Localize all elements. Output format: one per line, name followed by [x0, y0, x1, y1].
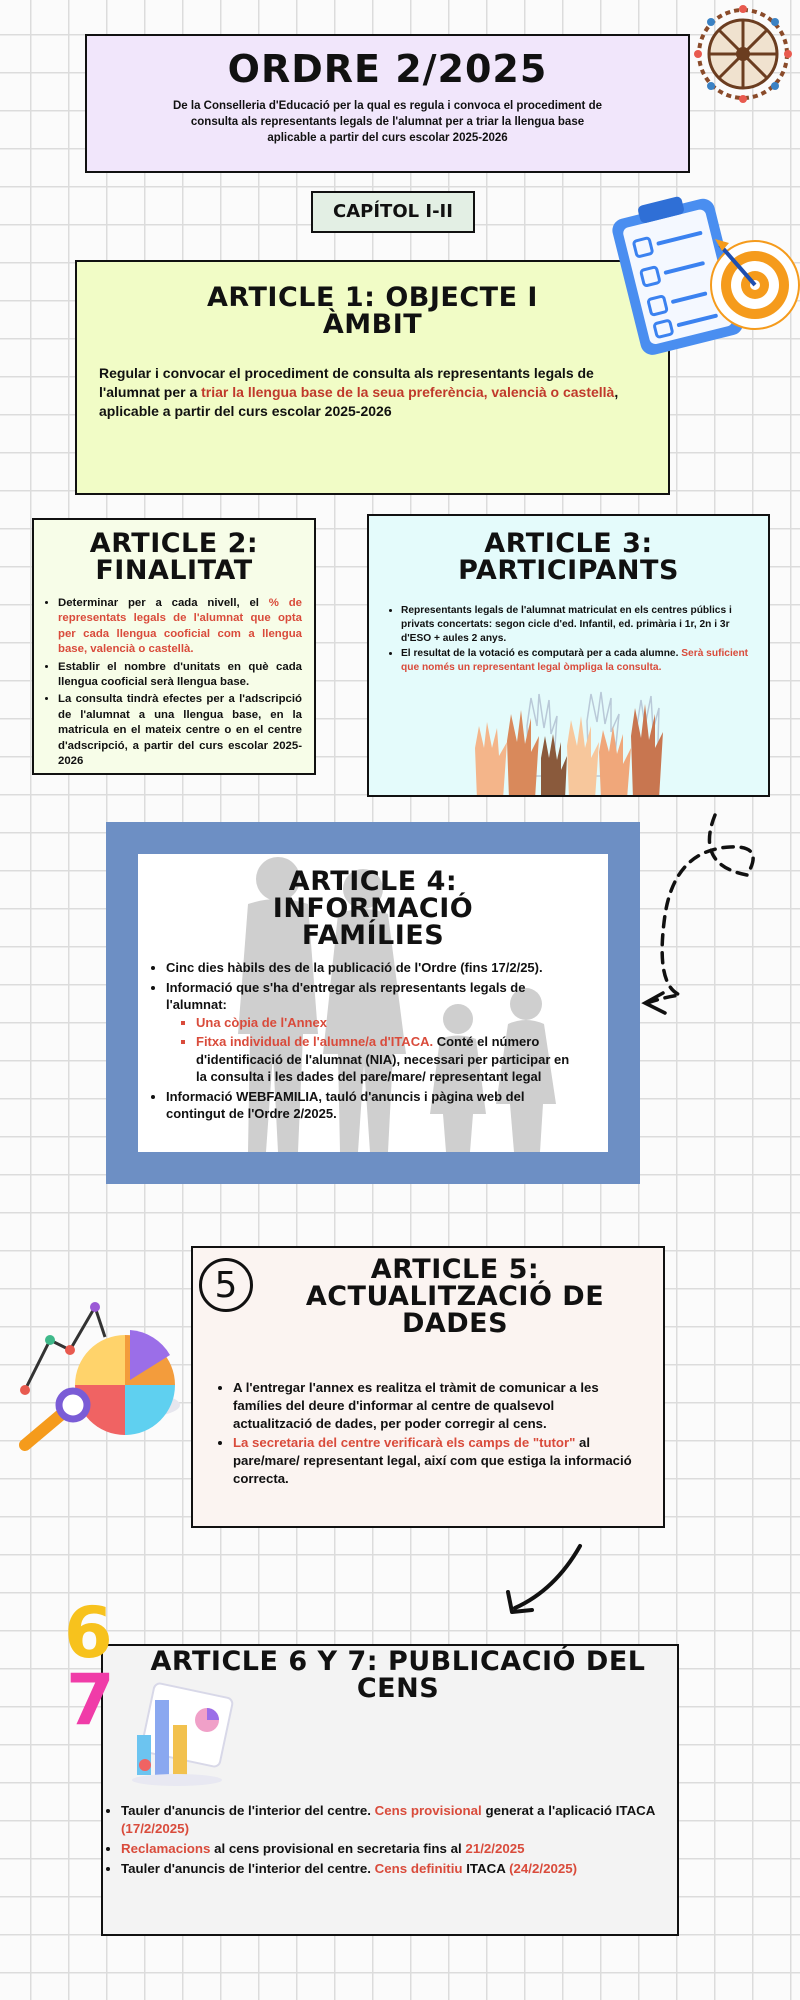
article-7-number: 7 — [66, 1659, 115, 1741]
article-67-list — [103, 1802, 657, 1880]
article-3-box — [367, 514, 770, 797]
article-3-title: ARTICLE 3: PARTICIPANTS — [458, 528, 679, 586]
article-4-title: ARTICLE 4: INFORMACIÓ FAMÍLIES — [272, 866, 474, 951]
list-item: ▪ Una còpia de l'Annex — [196, 1014, 578, 1032]
list-item: • Tauler d'anuncis de l'interior del centre. Cens definitiu ITACA (24/2/2025) — [121, 1860, 657, 1878]
article-5-list — [215, 1379, 633, 1488]
article-5-box — [191, 1246, 665, 1528]
article-5-title: ARTICLE 5: ACTUALITZACIÓ DE DADES — [305, 1254, 605, 1339]
curved-arrow-icon — [500, 1540, 590, 1620]
list-item: • Determinar per a cada nivell, el % de representats legals de l'alumnat que opta per cada llengua cooficial com a llengua base, valencià o castellà. — [58, 596, 302, 658]
article-2-box — [32, 518, 316, 775]
dashed-arrow-icon — [635, 805, 765, 1020]
list-item: • La secretaria del centre verificarà els camps de "tutor" al pare/mare/ representant legal, així com que estiga la informació correcta. — [233, 1434, 633, 1487]
raised-hands-illustration — [469, 686, 689, 797]
article-67-box — [101, 1644, 679, 1936]
list-item: • La consulta tindrà efectes per a l'adscripció de l'alumnat a una llengua base, en la matricula en el mateix centre o en el centre d'adscripció, a partir del curs escolar 2025-2026 — [58, 692, 302, 769]
list-item: • Informació WEBFAMILIA, tauló d'anuncis i pàgina web del contingut de l'Ordre 2/2025. — [166, 1088, 578, 1123]
list-item: • Cinc dies hàbils des de la publicació de l'Ordre (fins 17/2/25). — [166, 959, 578, 977]
article-5-number: 5 — [214, 1265, 238, 1306]
pie-chart-icon — [5, 1295, 185, 1465]
article-5-number-badge — [199, 1258, 253, 1312]
list-item: • A l'entregar l'annex es realitza el tràmit de comunicar a les famílies del deure d'informar al centre de qualsevol actualització de dades, per poder corregir al cens. — [233, 1379, 633, 1432]
bar-chart-icon — [117, 1680, 237, 1790]
list-item: ▪ Fitxa individual de l'alumne/a d'ITACA. Conté el número d'identificació de l'alumnat (NIA), necessari per participar en la consulta i les dades del pare/mare/ representant legal — [196, 1033, 578, 1086]
header-box — [85, 34, 690, 173]
article-4-sublist — [166, 1014, 578, 1086]
page-subtitle: De la Conselleria d'Educació per la qual es regula i convoca el procediment de consulta als representants legals de l'alumnat per a triar la llengua base aplicable a partir del curs escolar 2025-2026 — [172, 100, 602, 145]
article-3-list — [383, 604, 750, 675]
article-4-inner — [138, 854, 608, 1152]
wheel-icon — [693, 4, 793, 104]
chapter-label — [311, 191, 475, 233]
list-item: • Establir el nombre d'unitats en què cada llengua cooficial serà llengua base. — [58, 660, 302, 691]
list-item: • Tauler d'anuncis de l'interior del centre. Cens provisional generat a l'aplicació ITACA (17/2/2025) — [121, 1802, 657, 1838]
list-item: • El resultat de la votació es computarà per a cada alumne. Serà suficient que només un representant legal òmpliga la consulta. — [401, 647, 750, 675]
article-1-title: ARTICLE 1: OBJECTE I ÀMBIT — [207, 282, 538, 340]
article-4-list — [148, 959, 578, 1123]
article-6-number: 6 — [64, 1592, 113, 1674]
chapter-text: CAPÍTOL I-II — [333, 201, 453, 222]
list-item: • Representants legals de l'alumnat matriculat en els centres públics i privats concertats: segon cicle d'ed. Infantil, ed. primària i 1r, 2n i 3r d'ESO + aules 2 anys. — [401, 604, 750, 645]
article-4-frame — [106, 822, 640, 1184]
article-2-list — [40, 596, 302, 769]
checklist-target-icon — [605, 185, 800, 365]
list-item: • Informació que s'ha d'entregar als representants legals de l'alumnat: ▪ Una còpia de l'Annex ▪ Fitxa individual de l'alumne/a d'ITACA. Conté el número d'identificació de l'alumnat (NIA), necessari per participar en la consulta i les dades del pare/mare/ representant legal — [166, 979, 578, 1086]
list-item: • Reclamacions al cens provisional en secretaria fins al 21/2/2025 — [121, 1840, 657, 1858]
page-title: ORDRE 2/2025 — [227, 47, 548, 91]
article-1-box — [75, 260, 670, 495]
article-2-title: ARTICLE 2: FINALITAT — [89, 528, 259, 586]
article-1-text: Regular i convocar el procediment de consulta als representants legals de l'alumnat per a triar la llengua base de la seua preferència, valencià o castellà, aplicable a partir del curs escolar 2025-2026 — [99, 365, 619, 419]
article-67-title: ARTICLE 6 Y 7: PUBLICACIÓ DEL CENS — [150, 1646, 646, 1704]
